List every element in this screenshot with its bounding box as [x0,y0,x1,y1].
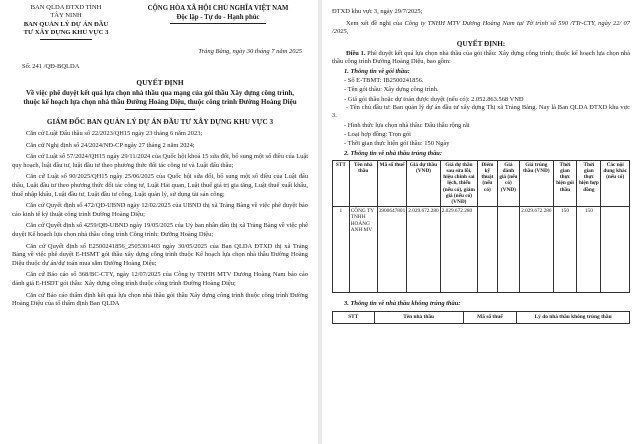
basis-item: Căn cứ Báo cáo thẩm định kết quả lựa chọn nhà thầu gói thầu Xây dựng công trình thuộc công trình Đường Hoàng Diệu của tổ thẩm định Ban QLDA [12,291,308,308]
article-text: Phê duyệt kết quả lựa chọn nhà thầu của gói thầu: Xây dựng công trình; thuộc kế hoạch lựa chọn nhà thầu công trình Đường Hoàng Diệu, bao gồm: [332,49,630,66]
document-number: Số: 241 /QĐ-BQLDA [22,62,80,70]
request-detail: Công ty TNHH MTV Dương Hoàng Nam tại Tờ trình số 590 /TTr-CTY, ngày 22/ 07 /2025, [332,19,630,36]
document-title: QUYẾT ĐỊNH [136,77,184,87]
package-info-list [332,76,630,148]
issuing-agency [12,4,120,42]
package-info-item: - Tên gói thầu: Xây dựng công trình. [344,86,439,94]
national-header [128,4,308,42]
basis-item: Căn cứ Luật số 57/2024/QH15 ngày 29/11/2024 của Quốc hội khoá 15 sửa đổi, bổ sung một số điều của Luật quy hoạch, luật đầu tư, luật đầu tư theo phương thức đối tác công tư và Luật đấu thầu; [12,153,308,169]
table-header-row [333,160,630,206]
table-row [333,207,630,293]
cell-stt: 1 [333,207,350,293]
agency-line: TÂY NINH [50,12,82,20]
basis-item: Căn cứ Nghị định số 24/2024/NĐ-CP ngày 27 tháng 2 năm 2024; [26,141,195,149]
column-header: Điểm kỹ thuật (nếu có) [478,160,498,206]
cell-adjusted-bid: 2.029.672.280 [440,207,477,293]
section-1-title: 1. Thông tin về gói thầu: [344,67,410,75]
cell-other [601,207,630,293]
column-header: Mã số thuế [377,160,406,206]
page-left [0,0,318,444]
basis-item: Căn cứ Quyết định số 4259/QĐ-UBND ngày 19/05/2025 của Uỷ ban nhân dân thị xã Trảng Bàng về việc phê duyệt Kế hoạch lựa chọn nhà thầu công trình Công trình: Đường Hoàng Diệu; [12,222,308,238]
agency-line: TƯ XÂY DỰNG KHU VỰC 3 [23,29,109,37]
losing-contractor-table [332,311,630,323]
column-header: Giá dự thầu sau sửa lỗi, hiệu chỉnh sai lệch, thiếu (nếu có), giảm giá (nếu có) (VNĐ) [440,160,477,206]
column-header: Tên nhà thầu [374,312,463,323]
column-header: Các nội dung khác (nếu có) [601,160,630,206]
basis-item: Căn cứ Quyết định số E2500241856_2505301403 ngày 30/05/2025 của Ban QLDA ĐTXD thị xã Trảng Bàng về việc phê duyệt E-HSMT gói thầu xây dựng công trình thuộc Kế hoạch lựa chọn nhà thầu Đường Hoàng Diệu thuộc dự án/dự toán mua sắm Đường Hoàng Diệu; [12,242,308,267]
basis-item: Căn cứ Báo cáo số 368/BC-CTY, ngày 12/07/2025 của Công ty TNHH MTV Dương Hoàng Nam báo cáo đánh giá E-HSDT gói thầu: Xây dựng công trình thuộc công trình Đường Hoàng Diệu; [12,271,308,287]
column-header: Thời gian thực hiện gói thầu [553,160,577,206]
cell-package-duration: 150 [553,207,577,293]
cell-bid-price: 2.029.672.280 [407,207,440,293]
cell-contractor-name: CÔNG TY TNHH HOÀNG ANH MV [349,207,377,293]
agency-line: BAN QUẢN LÝ DỰ ÁN ĐẦU [23,20,109,28]
decides-heading: QUYẾT ĐỊNH: [456,39,506,48]
divider [170,23,266,24]
package-info-item: - Hình thức lựa chọn nhà thầu: Đấu thầu rộng rãi [344,121,470,129]
section-2-title: 2. Thông tin về nhà thầu trúng thầu: [344,149,443,157]
column-header: Lý do nhà thầu không trúng thầu [517,312,630,323]
package-info-item: - Loại hợp đồng: Trọn gói [344,131,411,139]
page-right [322,0,640,444]
column-header: Thời gian thực hiện hợp đồng [577,160,601,206]
package-info-item: - Giá gói thầu hoặc dự toán được duyệt (nếu có): 2.052.863.568 VNĐ [344,95,524,103]
motto: Độc lập - Tự do - Hạnh phúc [176,14,260,21]
basis-item: Căn cứ Luật Đấu thầu số 22/2023/QH15 ngày 23 tháng 6 năm 2023; [26,130,203,138]
document-header [12,4,308,42]
document-subtitle: Về việc phê duyệt kết quả lựa chọn nhà thầu qua mạng của gói thầu Xây dựng công trình, thuộc kế hoạch lựa chọn nhà thầu Đường Hoàng Diệu, thuộc công trình Đường Hoàng Diệu [23,88,297,106]
divider [40,39,92,40]
cell-tech-score [478,207,498,293]
winning-contractor-table [332,160,630,293]
divider [125,109,195,110]
column-header: Mã số thuế [463,312,516,323]
basis-item: Căn cứ Quyết định số 472/QĐ-UBND ngày 12/02/2025 của UBND thị xã Trảng Bàng về việc phê duyệt báo cáo kinh tế kỹ thuật công trình Đường Hoàng Diệu; [12,202,308,218]
legal-basis-list [12,130,308,309]
article-1 [332,50,630,67]
cell-eval-price [497,207,519,293]
basis-item: Căn cứ Luật số 90/2025/QH15 ngày 25/06/2025 của Quốc hội sửa đổi, bổ sung một số điều của Luật đấu thầu, Luật đầu tư theo phương thức đối tác công tư, Luật Hải quan, Luật thuế giá trị gia tăng, Luật thuế xuất khẩu, thuế nhập khẩu, Luật đầu tư, Luật đầu tư công, Luật quản lý, sử dụng tài sản công; [12,173,308,198]
package-info-item: - Tên chủ đầu tư: Ban quản lý dự án đầu tư xây dựng Thị xã Trảng Bàng. Nay là Ban QLDA ĐTXD khu vực 3. [332,103,630,120]
column-header: Giá dự thầu (VNĐ) [407,160,440,206]
package-info-item: - Số E-TBMT: IB2500241856. [344,77,424,85]
issue-date: Trảng Bàng, ngày 30 tháng 7 năm 2025 [198,47,302,55]
column-header: Tên nhà thầu [349,160,377,206]
cell-winning-price: 2.029.672.280 [520,207,553,293]
agency-line: BAN QLDA ĐTXD TỈNH [30,4,102,11]
package-info-item: - Thời gian thực hiện gói thầu: 150 Ngày [344,140,450,148]
section-3-title: 3. Thông tin về nhà thầu không trúng thầu: [344,300,461,308]
request-paragraph [332,20,630,37]
column-header: Giá trúng thầu (VNĐ) [520,160,553,206]
request-prefix: Xem xét đề nghị của [346,19,405,27]
table-header-row [333,312,630,323]
column-header: Giá đánh giá (nếu có) (VNĐ) [497,160,519,206]
country-name: CỘNG HÒA XÃ HỘI CHỦ NGHĨA VIỆT NAM [147,5,289,12]
cell-contract-duration: 150 [577,207,601,293]
basis-continuation: ĐTXD khu vực 3, ngày 29/7/2025; [332,8,423,15]
cell-tax-code: 3900647801 [377,207,406,293]
column-header: STT [333,160,350,206]
issuing-authority: GIÁM ĐỐC BAN QUẢN LÝ DỰ ÁN ĐẦU TƯ XÂY DỰNG KHU VỰC 3 [46,117,274,126]
article-label: Điều 1. [346,49,366,57]
column-header: STT [333,312,375,323]
